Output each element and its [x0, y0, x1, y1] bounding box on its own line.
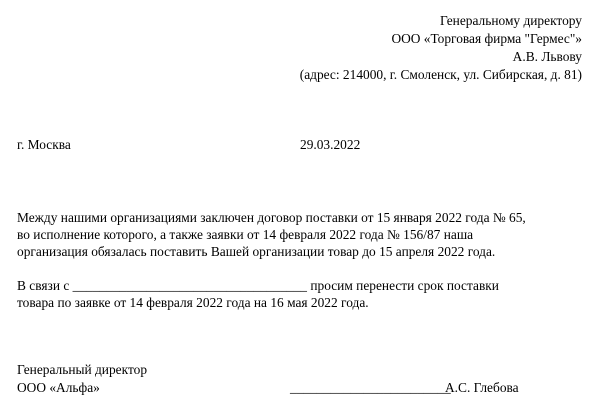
addressee-position: Генеральному директору	[440, 13, 582, 28]
addressee-address: (адрес: 214000, г. Смоленск, ул. Сибирская, д. 81)	[299, 67, 582, 82]
paragraph-1-line-1: Между нашими организациями заключен договор поставки от 15 января 2022 года № 65,	[17, 210, 526, 225]
paragraph-2-suffix: просим перенести срок поставки	[310, 278, 499, 293]
body-paragraph-1	[17, 209, 587, 260]
paragraph-1-line-3: организация обязалась поставить Вашей организации товар до 15 апреля 2022 года.	[17, 244, 496, 259]
signature-line: ________________________	[290, 380, 451, 395]
letter-date: 29.03.2022	[300, 137, 361, 152]
paragraph-1-line-2: во исполнение которого, а также заявки от 14 февраля 2022 года № 156/87 наша	[17, 227, 474, 242]
letter-city: г. Москва	[17, 137, 71, 152]
paragraph-2-prefix: В связи с	[17, 278, 70, 293]
addressee-company: ООО «Торговая фирма "Гермес"»	[391, 31, 582, 46]
signatory-position: Генеральный директор	[17, 362, 148, 377]
body-paragraph-2	[17, 277, 587, 311]
signatory-company: ООО «Альфа»	[17, 380, 100, 395]
addressee-name: А.В. Львову	[512, 49, 582, 64]
paragraph-2-line-2: товара по заявке от 14 февраля 2022 года на 16 мая 2022 года.	[17, 295, 369, 310]
reason-blank-field: ___________________________________	[72, 278, 307, 293]
paragraph-2-line-1	[17, 277, 587, 294]
signatory-name: А.С. Глебова	[445, 380, 519, 395]
